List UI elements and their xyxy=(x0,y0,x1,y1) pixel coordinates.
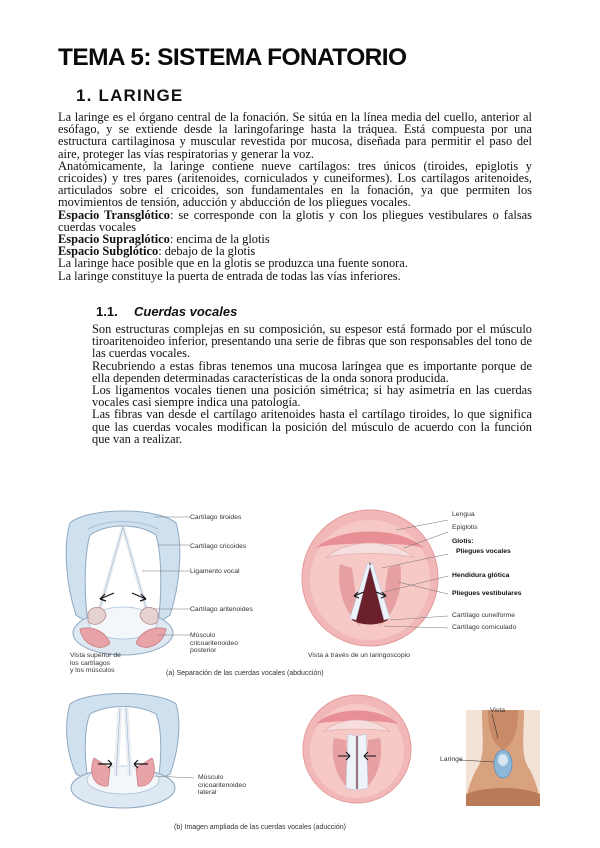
cartilage-superior-view-illustration xyxy=(58,505,188,675)
label-pliegues-vestibulares: Pliegues vestibulares xyxy=(452,590,522,597)
laryngoscope-adduction-illustration xyxy=(302,694,412,804)
label-vista: Vista xyxy=(490,707,505,714)
laryngoscope-view-illustration xyxy=(300,508,440,648)
label-line: cricoaritenoideo xyxy=(190,639,238,647)
page-title: TEMA 5: SISTEMA FONATORIO xyxy=(58,44,407,71)
paragraph: Son estructuras complejas en su composición, su espesor está formado por el músculo tiroaritenoideo inferior, presentando una serie de fibras que son responsables del tono de las cuerdas vocales. xyxy=(92,322,532,361)
label-epiglotis: Epiglotis xyxy=(452,524,478,531)
term: Espacio Subglótico xyxy=(58,244,159,259)
section-heading-laringe: 1. LARINGE xyxy=(76,86,184,105)
label-vista-superior xyxy=(70,652,121,675)
term-description: : se corresponde con la glotis y con los pliegues vestibulares o falsas cuerdas vocales xyxy=(58,207,532,234)
label-laringe: Laringe xyxy=(440,756,463,763)
label-cartilago-corniculado: Cartílago corniculado xyxy=(452,624,517,631)
label-cartilago-cuneiforme: Cartílago cuneiforme xyxy=(452,612,516,619)
term: Espacio Transglótico xyxy=(58,207,170,222)
label-pliegues-vocales: Pliegues vocales xyxy=(456,548,511,555)
term-description: : debajo de la glotis xyxy=(158,244,256,259)
neck-larynx-location-illustration xyxy=(466,710,540,806)
label-vista-laringoscopio: Vista a través de un laringoscopio xyxy=(308,652,410,659)
figure-caption-a: (a) Separación de las cuerdas vocales (abducción) xyxy=(166,670,324,677)
subsection-title: Cuerdas vocales xyxy=(134,304,238,319)
subsection-number: 1.1. xyxy=(96,304,118,319)
label-cartilago-cricoides: Cartílago cricoides xyxy=(190,543,247,550)
space-definition-transglotico xyxy=(58,209,532,233)
label-lengua: Lengua xyxy=(452,511,475,518)
label-line: posterior xyxy=(190,647,217,655)
label-musculo-cricoaritenoideo-lateral xyxy=(198,774,246,797)
label-line: Músculo xyxy=(198,774,224,781)
label-musculo-cricoaritenoideo-posterior xyxy=(190,632,238,655)
figure-caption-b: (b) Imagen ampliada de las cuerdas vocales (aducción) xyxy=(174,824,346,831)
cuerdas-text-block xyxy=(92,323,532,445)
label-cartilago-tiroides: Cartílago tiroides xyxy=(190,514,242,521)
paragraph: La laringe constituye la puerta de entrada de todas las vías inferiores. xyxy=(58,268,401,283)
label-cartilago-aritenoides: Cartílago aritenoides xyxy=(190,606,253,613)
paragraph: La laringe es el órgano central de la fonación. Se sitúa en la línea media del cuello, anterior al esófago, y se extiende desde la laringofaringe hasta la tráquea. Está compuesta por una estructura cartilaginosa y muscular revestida por mucosa, diseñada para permitir el paso del aire, proteger las vías respiratorias y generar la voz. xyxy=(58,110,532,161)
label-ligamento-vocal: Ligamento vocal xyxy=(190,568,240,575)
label-line: cricoaritenoideo xyxy=(198,781,246,789)
paragraph: Anatómicamente, la laringe contiene nueve cartílagos: tres únicos (tiroides, epiglotis y cricoides) y tres pares (aritenoides, corniculados y cuneiformes). Los cartílagos aritenoides, articulados sobre el cricoides, son fundamentales en la fonación, ya que permiten los movimientos de tensión, aducción y abducción de los pliegues vocales. xyxy=(58,158,532,210)
label-hendidura-glotica: Hendidura glótica xyxy=(452,572,510,579)
label-line: y los músculos xyxy=(70,667,115,675)
paragraph: Recubriendo a estas fibras tenemos una mucosa laríngea que es importante porque de ella dependen determinadas características de la onda sonora producida. xyxy=(92,358,532,385)
subsection-heading-cuerdas xyxy=(96,304,237,319)
paragraph: Las fibras van desde el cartílago aritenoides hasta el cartílago tiroides, lo que significa que las cuerdas vocales modifican la posición del músculo de acuerdo con la función que van a realizar. xyxy=(92,407,532,446)
label-line: Músculo xyxy=(190,632,216,639)
label-glotis: Glotis: xyxy=(452,538,474,545)
label-line: los cartílagos xyxy=(70,659,111,667)
term: Espacio Supraglótico xyxy=(58,232,170,247)
paragraph: La laringe hace posible que en la glotis se produzca una fuente sonora. xyxy=(58,256,408,271)
label-line: Vista superior de xyxy=(70,652,121,659)
label-line: lateral xyxy=(198,789,217,797)
term-description: : encima de la glotis xyxy=(169,232,270,247)
cartilage-adduction-illustration xyxy=(58,688,188,813)
paragraph: Los ligamentos vocales tienen una posición simétrica; si hay asimetría en las cuerdas vocales casi siempre indica una patología. xyxy=(92,383,532,410)
laringe-text-block xyxy=(58,111,532,282)
